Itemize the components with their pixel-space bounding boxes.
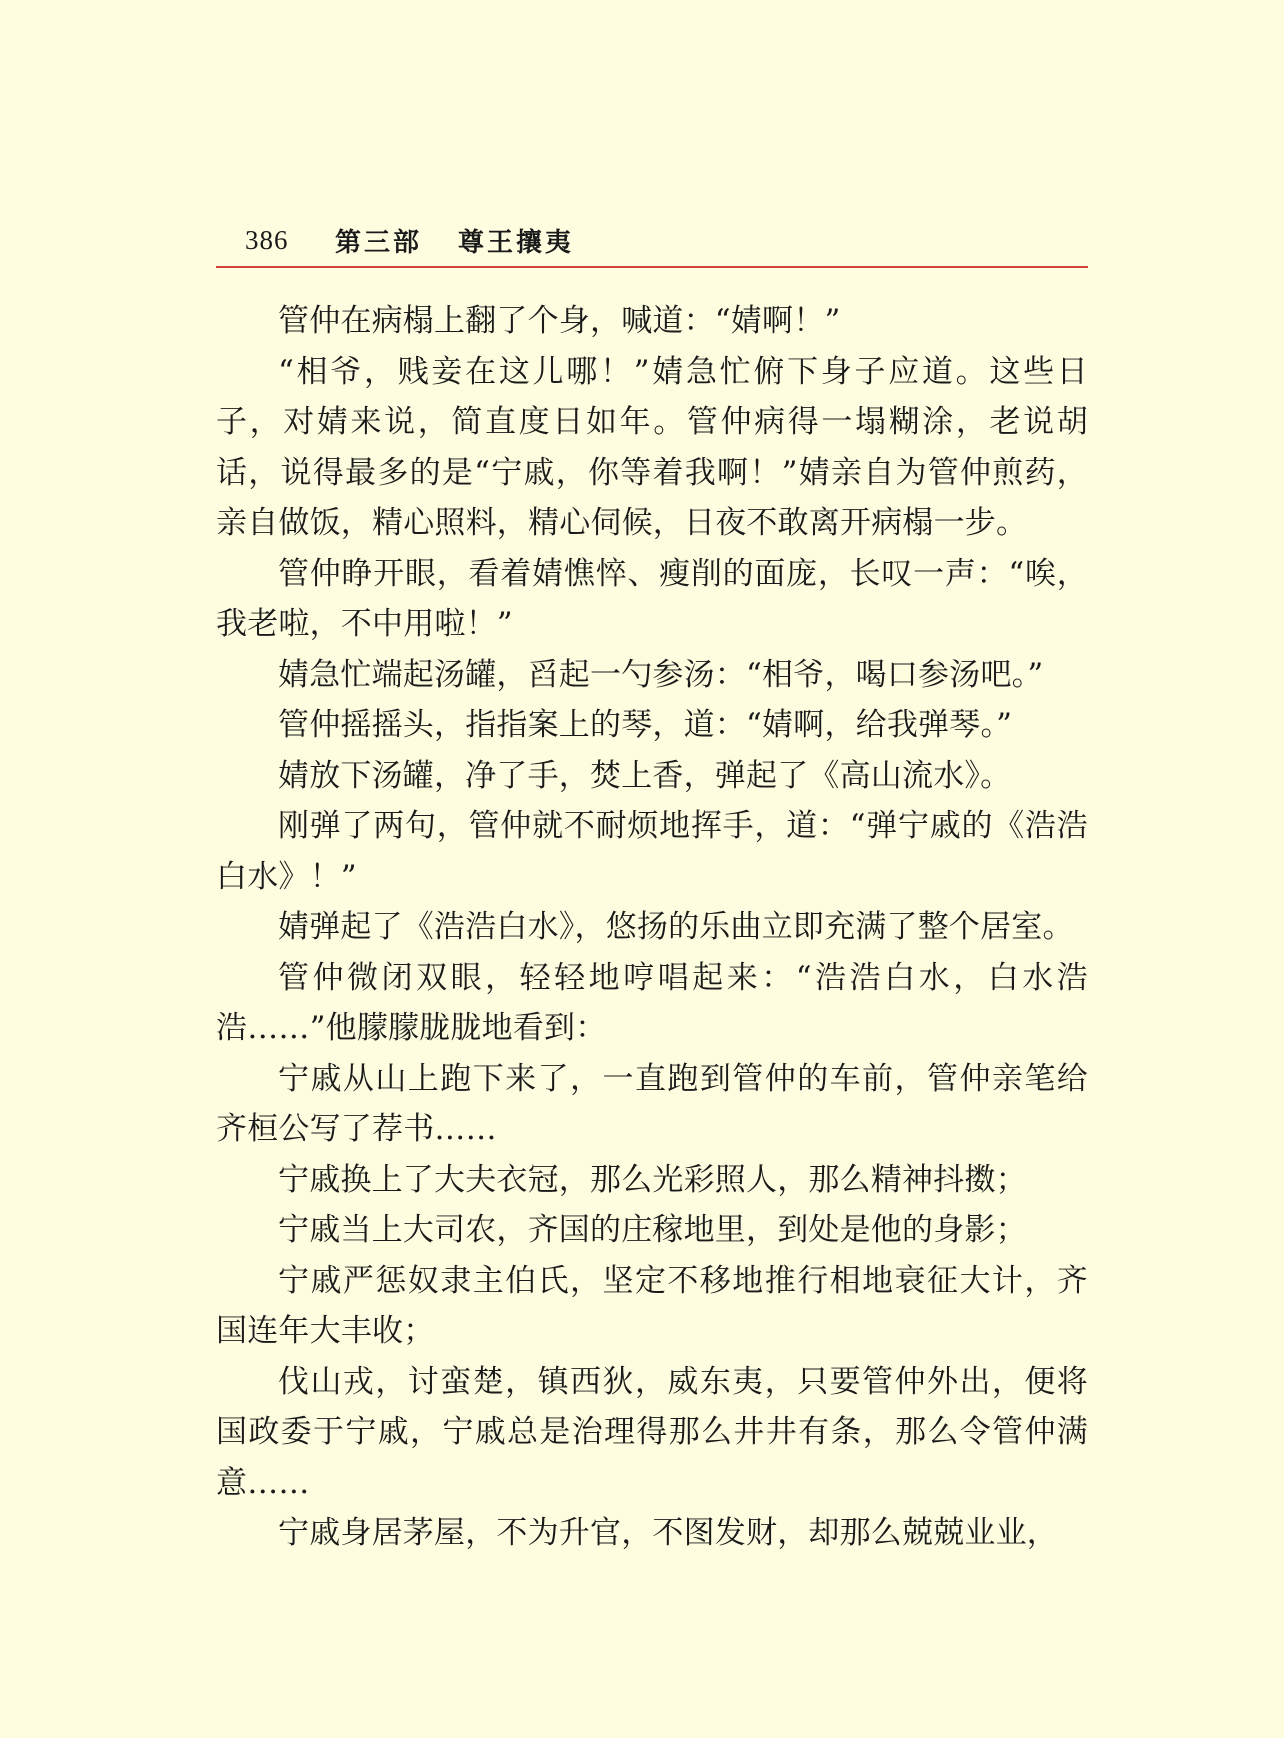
paragraph: 管仲微闭双眼，轻轻地哼唱起来：“浩浩白水，白水浩浩……”他朦朦胧胧地看到： [216,959,1088,1046]
paragraph: 婧弹起了《浩浩白水》，悠扬的乐曲立即充满了整个居室。 [278,909,1074,945]
paragraph: 管仲在病榻上翻了个身，喊道：“婧啊！” [278,303,841,339]
paragraph: 宁戚身居茅屋，不为升官，不图发财，却那么兢兢业业， [278,1515,1058,1551]
paragraph: 婧急忙端起汤罐，舀起一勺参汤：“相爷，喝口参汤吧。” [278,656,1044,693]
body-text [216,296,1088,1559]
paragraph: “相爷，贱妾在这儿哪！”婧急忙俯下身子应道。这些日子，对婧来说，简直度日如年。管仲病得一塌糊涂，老说胡话，说得最多的是“宁戚，你等着我啊！”婧亲自为管仲煎药，亲自做饭，精心照料，精心伺候，日夜不敢离开病榻一步。 [216,353,1088,541]
page-number: 386 [245,224,289,255]
paragraph: 宁戚从山上跑下来了，一直跑到管仲的车前，管仲亲笔给齐桓公写了荐书…… [216,1060,1088,1147]
paragraph: 刚弹了两句，管仲就不耐烦地挥手，道：“弹宁戚的《浩浩白水》！” [216,808,1088,895]
section-title: 尊王攘夷 [458,227,575,258]
paragraph: 管仲睁开眼，看着婧憔悴、瘦削的面庞，长叹一声：“唉，我老啦，不中用啦！” [216,555,1088,642]
paragraph: 婧放下汤罐，净了手，焚上香，弹起了《高山流水》。 [278,757,1012,794]
paragraph: 宁戚当上大司农，齐国的庄稼地里，到处是他的身影； [278,1212,1027,1248]
paragraph: 管仲摇摇头，指指案上的琴，道：“婧啊，给我弹琴。” [278,707,1013,743]
paragraph: 宁戚换上了大夫衣冠，那么光彩照人，那么精神抖擞； [278,1161,1027,1198]
paragraph: 伐山戎，讨蛮楚，镇西狄，威东夷，只要管仲外出，便将国政委于宁戚，宁戚总是治理得那么井井有条，那么令管仲满意…… [216,1363,1088,1501]
paragraph: 宁戚严惩奴隶主伯氏，坚定不移地推行相地衰征大计，齐国连年大丰收； [216,1262,1088,1349]
part-title: 第三部 [335,227,423,258]
running-head [245,220,574,260]
header-rule [216,266,1088,268]
